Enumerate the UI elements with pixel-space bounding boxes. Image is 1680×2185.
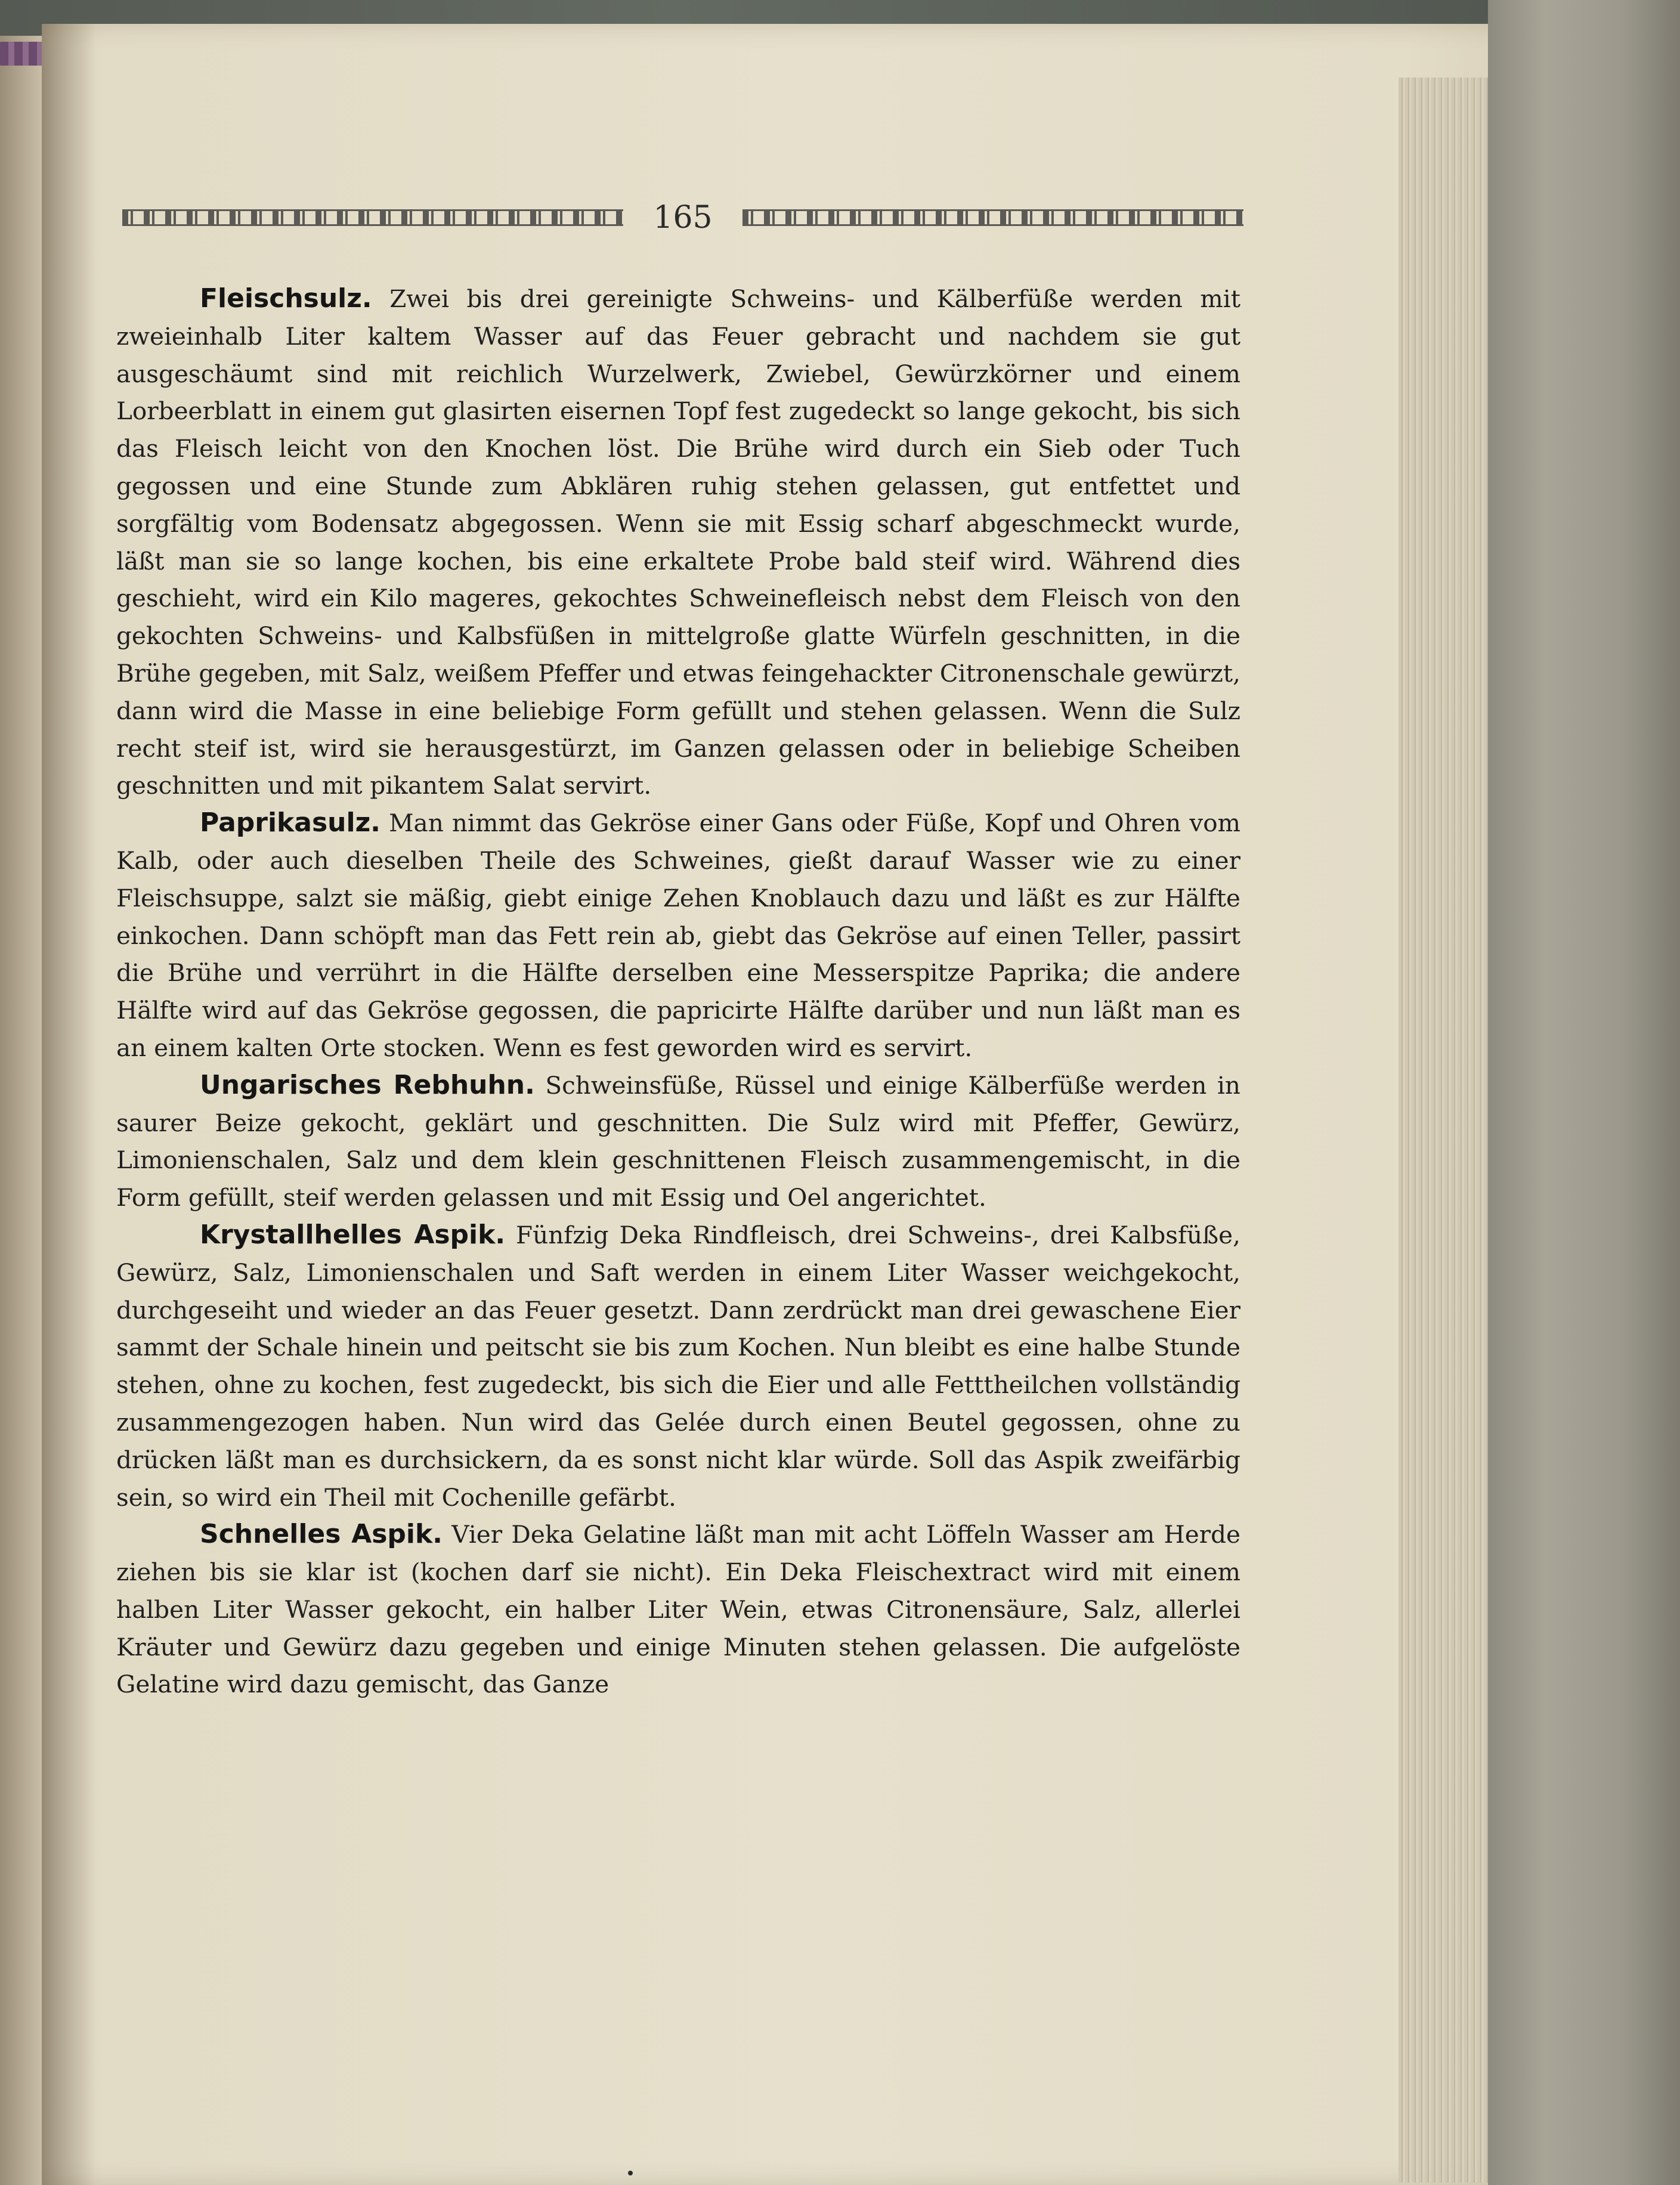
book-cover-edge [1488, 0, 1680, 2185]
page-body [116, 280, 1240, 1703]
recipe-text: Man nimmt das Gekröse einer Gans oder Füße, Kopf und Ohren vom Kalb, oder auch dieselben Theile des Schweines, gießt darauf Wasser wie zu einer Fleischsuppe, salzt sie mäßig, giebt einige Zehen Knoblauch dazu und läßt es zur Hälfte einkochen. Dann schöpft man das Fett rein ab, giebt das Gekröse auf einen Teller, passirt die Brühe und verrührt in die Hälfte derselben eine Messerspitze Paprika; die andere Hälfte wird auf das Gekröse gegossen, die papricirte Hälfte darüber und nun läßt man es an einem kalten Orte stocken. Wenn es fest geworden wird es servirt. [116, 809, 1241, 1062]
recipe-title: Krystallhelles Aspik. [200, 1219, 506, 1250]
recipe-title: Fleischsulz. [200, 283, 372, 314]
page-number: 165 [653, 200, 713, 236]
recipe-title: Paprikasulz. [200, 807, 380, 838]
left-page-edge [0, 36, 42, 2185]
ornament-left [122, 209, 623, 226]
recipe-title: Ungarisches Rebhuhn. [200, 1069, 535, 1100]
running-head [122, 197, 1243, 239]
ornament-right [742, 209, 1243, 226]
print-speck [628, 2171, 633, 2175]
recipe-schnelles-aspik [116, 1516, 1240, 1703]
recipe-title: Schnelles Aspik. [200, 1519, 443, 1550]
recipe-paprikasulz [116, 804, 1240, 1067]
recipe-text: Zwei bis drei gereinigte Schweins- und Kälberfüße werden mit zweieinhalb Liter kaltem Wasser auf das Feuer gebracht und nachdem sie gut ausgeschäumt sind mit reichlich Wurzelwerk, Zwiebel, Gewürzkörner und einem Lorbeerblatt in einem gut glasirten eisernen Topf fest zugedeckt so lange gekocht, bis sich das Fleisch leicht von den Knochen löst. Die Brühe wird durch ein Sieb oder Tuch gegossen und eine Stunde zum Abklären ruhig stehen gelassen, gut entfettet und sorgfältig vom Bodensatz abgegossen. Wenn sie mit Essig scharf abgeschmeckt wurde, läßt man sie so lange kochen, bis eine erkaltete Probe bald steif wird. Während dies geschieht, wird ein Kilo mageres, gekochtes Schweinefleisch nebst dem Fleisch von den gekochten Schweins- und Kalbsfüßen in mittelgroße glatte Würfeln geschnitten, in die Brühe gegeben, mit Salz, weißem Pfeffer und etwas feingehackter Citronenschale gewürzt, dann wird die Masse in eine beliebige Form gefüllt und stehen gelassen. Wenn die Sulz recht steif ist, wird sie herausgestürzt, im Ganzen gelassen oder in beliebige Scheiben geschnitten und mit pikantem Salat servirt. [116, 284, 1241, 800]
page-edges [1399, 78, 1488, 2183]
gutter-shadow [42, 24, 95, 2185]
recipe-krystallhelles-aspik [116, 1217, 1240, 1516]
recipe-text: Schweinsfüße, Rüssel und einige Kälberfüße werden in saurer Beize gekocht, geklärt und geschnitten. Die Sulz wird mit Pfeffer, Gewürz, Limonienschalen, Salz und dem klein geschnittenen Fleisch zusammengemischt, in die Form gefüllt, steif werden gelassen und mit Essig und Oel angerichtet. [116, 1070, 1241, 1212]
recipe-text: Vier Deka Gelatine läßt man mit acht Löffeln Wasser am Herde ziehen bis sie klar ist (kochen darf sie nicht). Ein Deka Fleischextract wird mit einem halben Liter Wasser gekocht, ein halber Liter Wein, etwas Citronensäure, Salz, allerlei Kräuter und Gewürz dazu gegeben und einige Minuten stehen gelassen. Die aufgelöste Gelatine wird dazu gemischt, das Ganze [116, 1520, 1241, 1699]
recipe-ungarisches-rebhuhn [116, 1067, 1240, 1217]
recipe-fleischsulz [116, 280, 1240, 804]
recipe-text: Fünfzig Deka Rindfleisch, drei Schweins-, drei Kalbsfüße, Gewürz, Salz, Limonienschalen und Saft werden in einem Liter Wasser weichgekocht, durchgeseiht und wieder an das Feuer gesetzt. Dann zerdrückt man drei gewaschene Eier sammt der Schale hinein und peitscht sie bis zum Kochen. Nun bleibt es eine halbe Stunde stehen, ohne zu kochen, fest zugedeckt, bis sich die Eier und alle Fetttheilchen vollständig zusammengezogen haben. Nun wird das Gelée durch einen Beutel gegossen, ohne zu drücken läßt man es durchsickern, da es sonst nicht klar würde. Soll das Aspik zweifärbig sein, so wird ein Theil mit Cochenille gefärbt. [116, 1220, 1241, 1512]
